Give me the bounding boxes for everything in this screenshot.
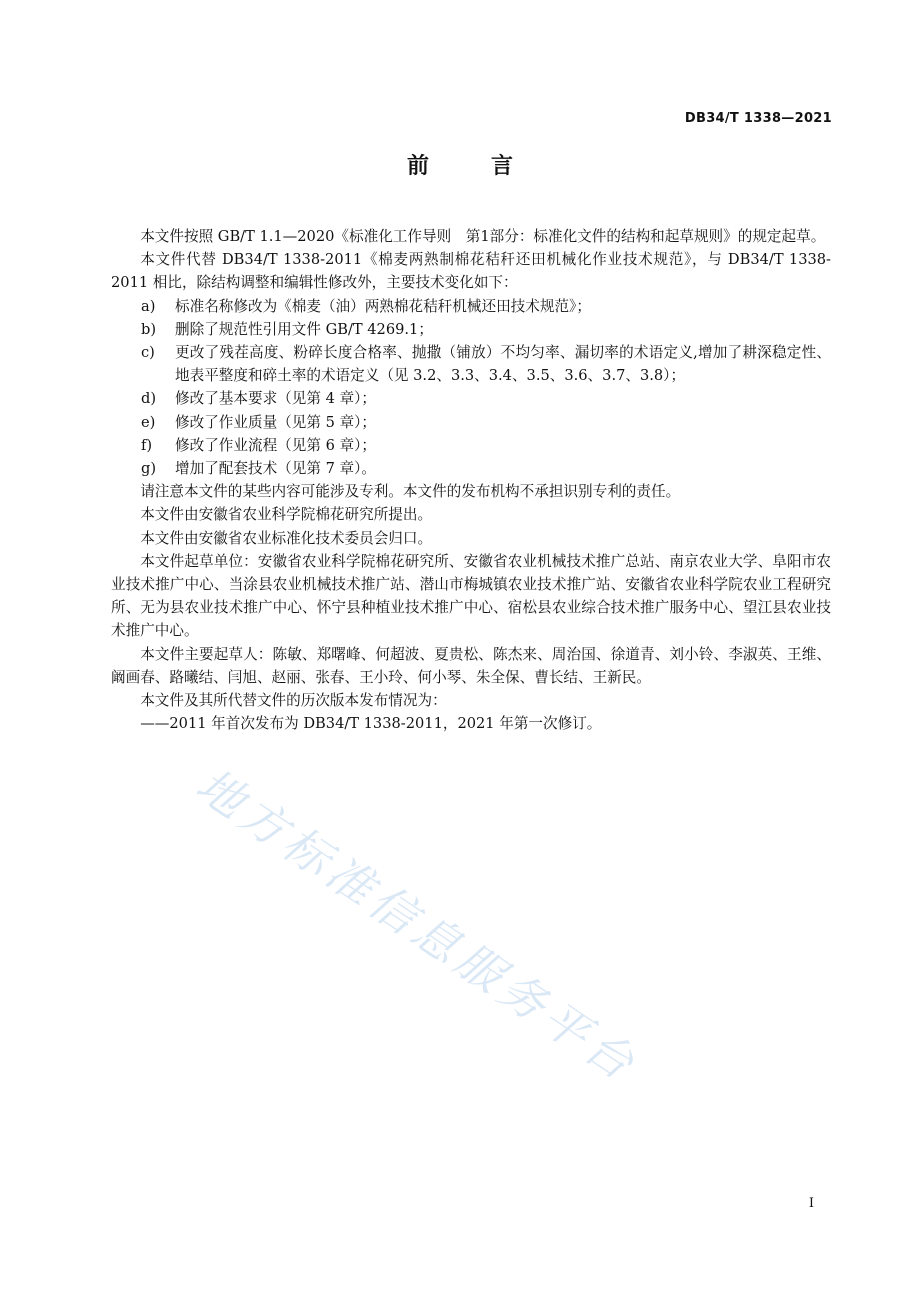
list-text: 修改了基本要求（见第 4 章）； — [175, 390, 376, 408]
list-text: 增加了配套技术（见第 7 章）。 — [175, 460, 376, 478]
list-item — [141, 295, 831, 318]
list-text: 修改了作业质量（见第 5 章）； — [175, 413, 376, 431]
page-title: 前言 — [406, 154, 575, 179]
list-marker: g) — [141, 460, 157, 478]
paragraph-proposer: 本文件由安徽省农业科学院棉花研究所提出。 — [140, 506, 433, 524]
list-text: 标准名称修改为《棉麦（油）两熟棉花秸秆机械还田技术规范》； — [175, 297, 591, 315]
page-number: I — [808, 1196, 814, 1211]
list-item — [141, 341, 831, 387]
paragraph-committee: 本文件由安徽省农业标准化技术委员会归口。 — [140, 529, 433, 547]
paragraph-drafters: 本文件主要起草人：陈敏、郑曙峰、何超波、夏贵松、陈杰来、周治国、徐道青、刘小铃、李淑英、王维、阚画春、路曦结、闫旭、赵丽、张春、王小玲、何小琴、朱全保、曹长结、王新民。 — [111, 645, 831, 686]
list-text: 更改了残茬高度、粉碎长度合格率、抛撒（铺放）不均匀率、漏切率的术语定义,增加了耕深稳定性、地表平整度和碎土率的术语定义（见 3.2、3.3、3.4、3.5、3.6、3.7、3.8）； — [175, 344, 831, 385]
watermark: 地方标准信息服务平台 — [186, 757, 649, 1094]
list-marker: e) — [141, 413, 156, 431]
list-item — [141, 318, 831, 341]
list-item — [141, 411, 831, 434]
paragraph-drafting-basis: 本文件按照 GB/T 1.1—2020《标准化工作导则 第1部分：标准化文件的结构和起草规则》的规定起草。 — [140, 228, 826, 245]
list-item — [141, 387, 831, 410]
list-text: 删除了规范性引用文件 GB/T 4269.1； — [175, 320, 433, 338]
list-item — [141, 457, 831, 480]
list-marker: b) — [141, 320, 157, 338]
paragraph-patent-notice: 请注意本文件的某些内容可能涉及专利。本文件的发布机构不承担识别专利的责任。 — [140, 483, 681, 501]
list-item — [141, 434, 831, 457]
list-marker: a) — [141, 297, 156, 315]
list-marker: f) — [141, 436, 153, 454]
list-text: 修改了作业流程（见第 6 章）； — [175, 436, 376, 454]
list-marker: d) — [141, 390, 157, 408]
paragraph-version-history: 本文件及其所代替文件的历次版本发布情况为： — [140, 692, 447, 710]
paragraph-drafting-units: 本文件起草单位：安徽省农业科学院棉花研究所、安徽省农业机械技术推广总站、南京农业大学、阜阳市农业技术推广中心、当涂县农业机械技术推广站、潜山市梅城镇农业技术推广站、安徽省农业科学院农业工程研究所、无为县农业技术推广中心、怀宁县种植业技术推广中心、宿松县农业综合技术推广服务中心、望江县农业技术推广中心。 — [111, 552, 831, 640]
document-code: DB34/T 1338—2021 — [684, 111, 832, 126]
paragraph-replacement: 本文件代替 DB34/T 1338-2011《棉麦两熟制棉花秸秆还田机械化作业技术规范》，与 DB34/T 1338-2011 相比，除结构调整和编辑性修改外，主要技术变化如下： — [111, 251, 831, 292]
paragraph-version-entry: ——2011 年首次发布为 DB34/T 1338-2011，2021 年第一次修订。 — [140, 715, 602, 733]
document-body — [111, 225, 831, 735]
list-marker: c) — [141, 344, 155, 362]
